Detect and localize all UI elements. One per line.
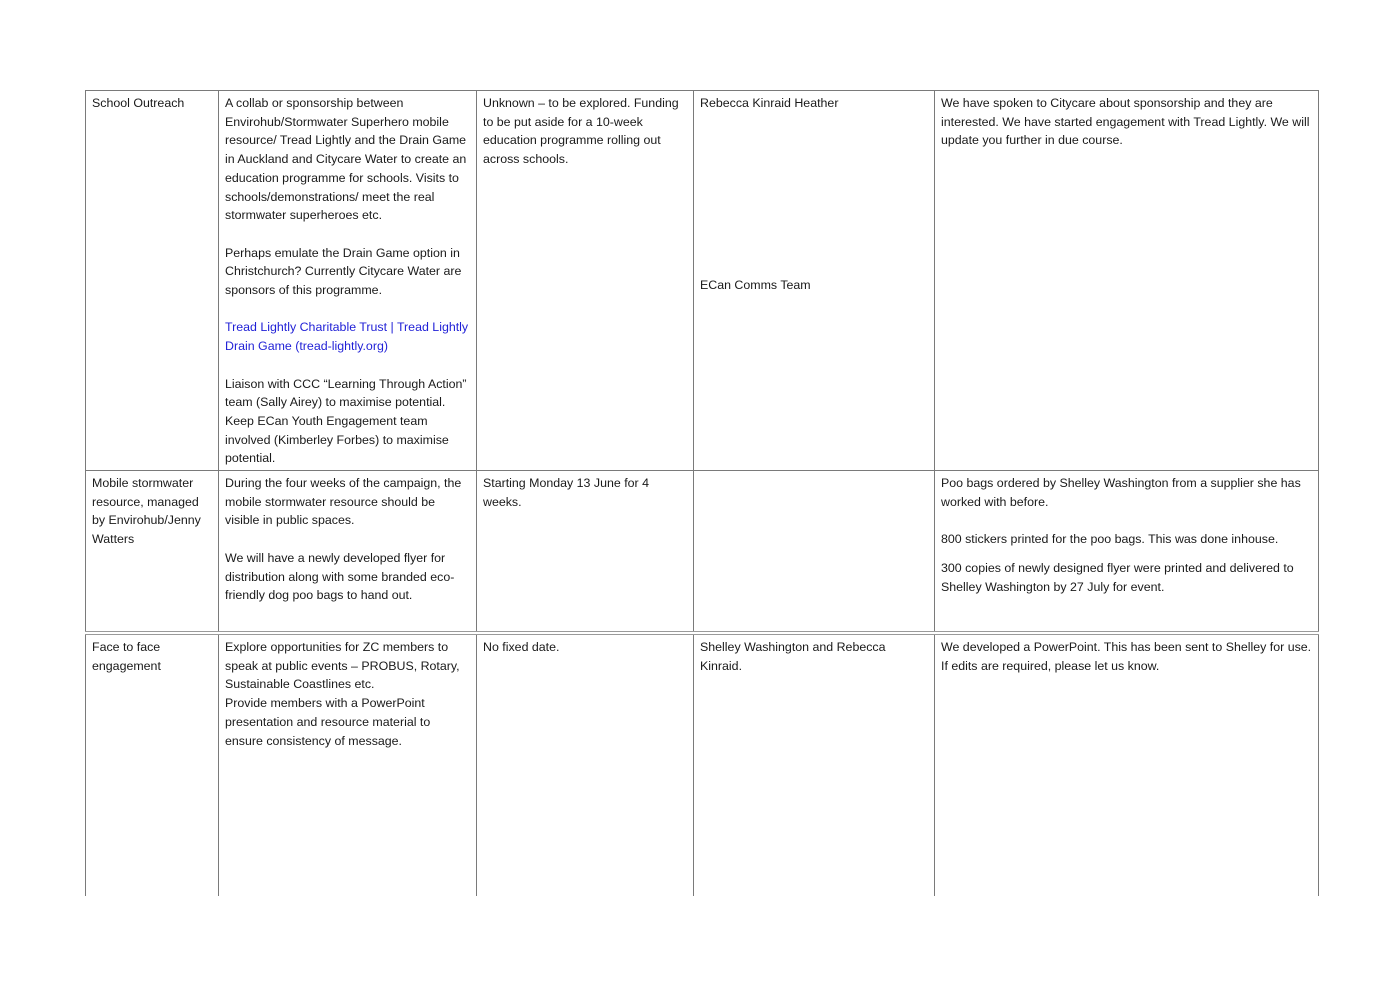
timing-cell: Starting Monday 13 June for 4 weeks. (477, 471, 694, 634)
description-cell (219, 471, 477, 634)
responsible-cell (694, 471, 935, 634)
description-cell (219, 91, 477, 471)
description-paragraph: Provide members with a PowerPoint presentation and resource material to ensure consistency of message. (225, 696, 431, 748)
timing-cell: Unknown – to be explored. Funding to be put aside for a 10-week education programme rolling out across schools. (477, 91, 694, 471)
description-paragraph: During the four weeks of the campaign, the mobile stormwater resource should be visible in public spaces. (225, 476, 462, 528)
update-paragraph: Poo bags ordered by Shelley Washington from a supplier she has worked with before. (941, 476, 1301, 509)
description-paragraph: A collab or sponsorship between Envirohub/Stormwater Superhero mobile resource/ Tread Lightly and the Drain Game in Auckland and Citycare Water to create an education programme for schools. Visits to schools/demonstrations/ meet the real stormwater superheroes etc. (225, 96, 467, 223)
table-row (86, 633, 1319, 896)
campaign-plan-table (85, 90, 1319, 896)
description-paragraph: Explore opportunities for ZC members to speak at public events – PROBUS, Rotary, Sustainable Coastlines etc. (225, 640, 460, 692)
update-cell (935, 471, 1319, 634)
responsible-secondary: ECan Comms Team (700, 277, 811, 292)
update-paragraph: 300 copies of newly designed flyer were printed and delivered to Shelley Washington by 27 July for event. (941, 560, 1294, 594)
timing-cell: No fixed date. (477, 633, 694, 896)
description-cell (219, 633, 477, 896)
responsible-primary: Rebecca Kinraid Heather (700, 96, 839, 110)
responsible-cell: Shelley Washington and Rebecca Kinraid. (694, 633, 935, 896)
activity-cell: School Outreach (86, 91, 219, 471)
description-paragraph: Liaison with CCC “Learning Through Action” team (Sally Airey) to maximise potential. Keep ECan Youth Engagement team involved (Kimberley Forbes) to maximise potential. (225, 376, 467, 466)
responsible-cell (694, 91, 935, 471)
update-cell: We have spoken to Citycare about sponsorship and they are interested. We have started engagement with Tread Lightly. We will update you further in due course. (935, 91, 1319, 471)
description-paragraph: Perhaps emulate the Drain Game option in Christchurch? Currently Citycare Water are sponsors of this programme. (225, 245, 462, 298)
table-row (86, 91, 1319, 471)
update-cell: We developed a PowerPoint. This has been sent to Shelley for use. If edits are required, please let us know. (935, 633, 1319, 896)
activity-cell: Face to face engagement (86, 633, 219, 896)
activity-cell: Mobile stormwater resource, managed by Envirohub/Jenny Watters (86, 471, 219, 634)
description-paragraph: We will have a newly developed flyer for distribution along with some branded eco-friendly dog poo bags to hand out. (225, 550, 455, 603)
table-row (86, 471, 1319, 634)
update-paragraph: 800 stickers printed for the poo bags. This was done inhouse. (941, 532, 1279, 547)
tread-lightly-link[interactable]: Tread Lightly Charitable Trust | Tread Lightly Drain Game (tread-lightly.org) (225, 320, 469, 354)
